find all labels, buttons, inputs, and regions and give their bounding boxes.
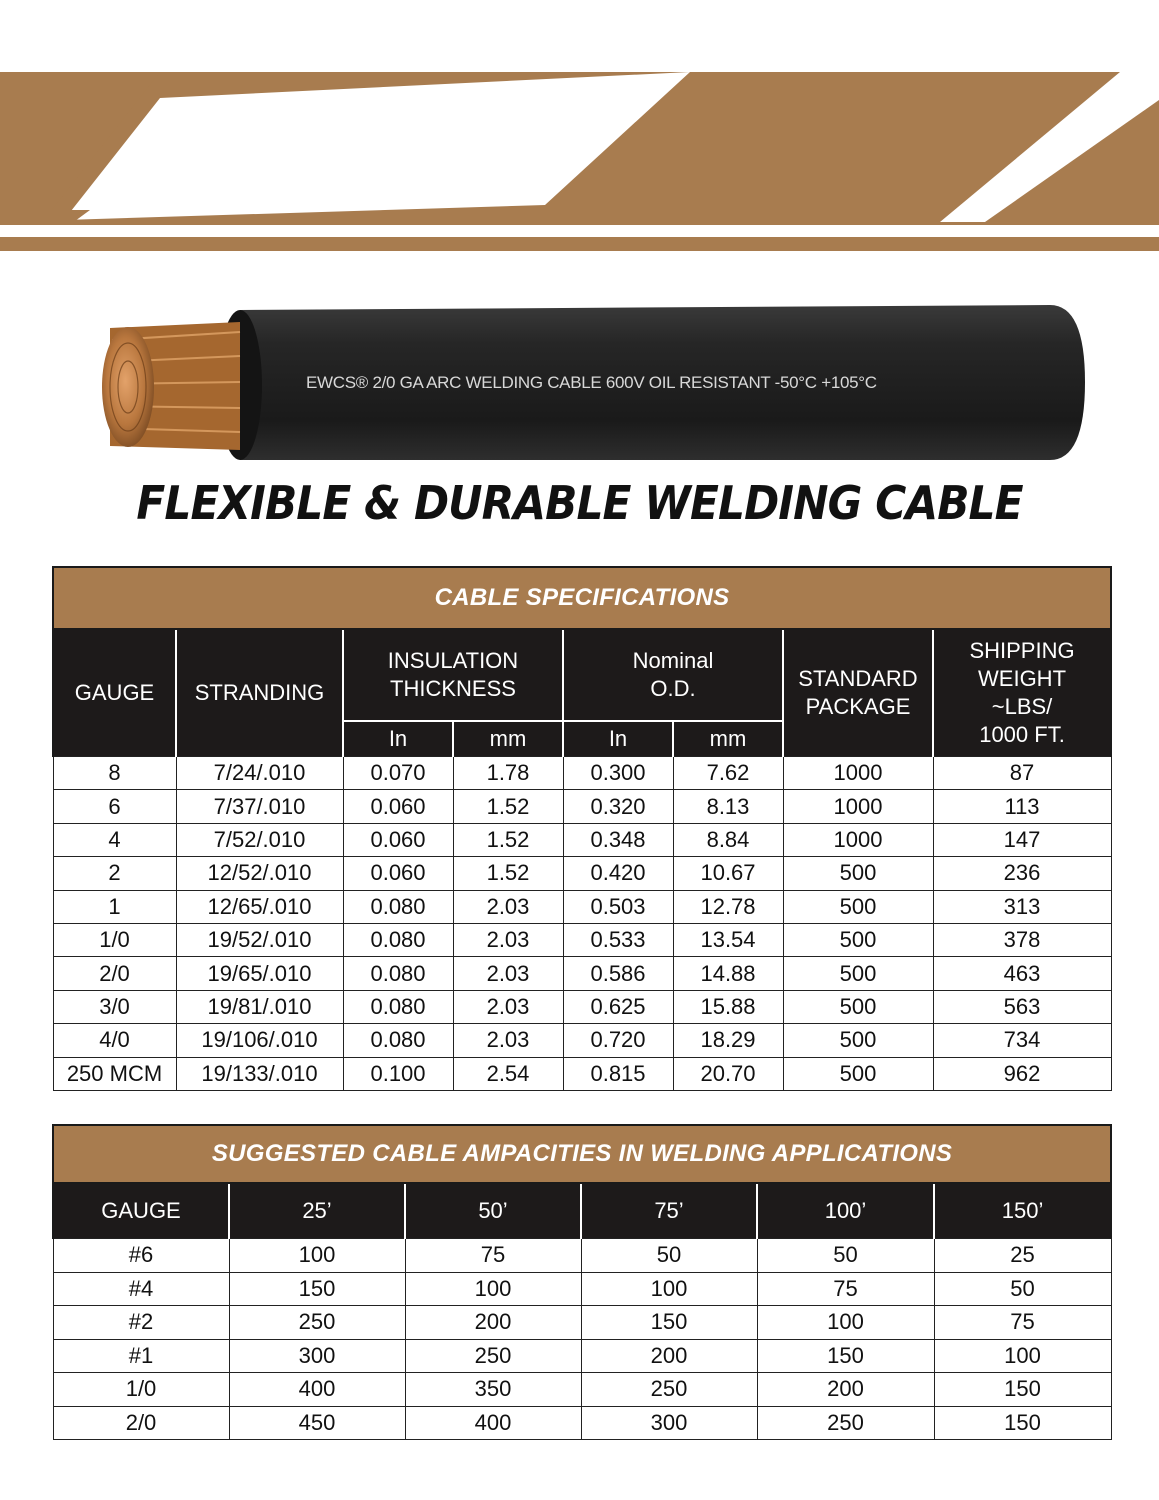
cell-insulation-in: 0.100 bbox=[343, 1057, 453, 1090]
cell-ampacity: 200 bbox=[581, 1339, 757, 1373]
weight-label-3: ~LBS/ bbox=[991, 694, 1053, 719]
cell-od-in: 0.586 bbox=[563, 957, 673, 990]
cell-ampacity: 250 bbox=[581, 1373, 757, 1407]
cell-od-in: 0.300 bbox=[563, 757, 673, 790]
cell-weight: 113 bbox=[933, 790, 1111, 823]
col-insulation-thickness bbox=[343, 629, 563, 721]
cell-insulation-in: 0.060 bbox=[343, 823, 453, 856]
table-row bbox=[53, 1306, 1111, 1340]
col-insulation-mm: mm bbox=[453, 721, 563, 757]
cell-gauge: 250 MCM bbox=[53, 1057, 176, 1090]
cell-insulation-in: 0.070 bbox=[343, 757, 453, 790]
col-insulation-in: In bbox=[343, 721, 453, 757]
cell-ampacity: 250 bbox=[405, 1339, 581, 1373]
cell-od-mm: 8.84 bbox=[673, 823, 783, 856]
col-od-in: In bbox=[563, 721, 673, 757]
cell-gauge: #2 bbox=[53, 1306, 229, 1340]
cell-insulation-mm: 2.03 bbox=[453, 1024, 563, 1057]
cell-package: 500 bbox=[783, 890, 933, 923]
cell-od-in: 0.320 bbox=[563, 790, 673, 823]
col-stranding: STRANDING bbox=[176, 629, 343, 757]
table-row bbox=[53, 1024, 1111, 1057]
cell-insulation-mm: 1.52 bbox=[453, 857, 563, 890]
cell-ampacity: 25 bbox=[934, 1239, 1111, 1273]
cell-gauge: 1 bbox=[53, 890, 176, 923]
cell-ampacity: 200 bbox=[757, 1373, 934, 1407]
insulation-label-1: INSULATION bbox=[387, 648, 519, 673]
cell-gauge: 1/0 bbox=[53, 1373, 229, 1407]
cell-gauge: 3/0 bbox=[53, 990, 176, 1023]
cell-ampacity: 450 bbox=[229, 1406, 405, 1440]
table-row bbox=[53, 1239, 1111, 1273]
table-row bbox=[53, 1406, 1111, 1440]
weight-label-4: 1000 FT. bbox=[979, 722, 1065, 747]
cell-insulation-mm: 1.52 bbox=[453, 823, 563, 856]
col-gauge: GAUGE bbox=[53, 1183, 229, 1239]
cell-stranding: 19/133/.010 bbox=[176, 1057, 343, 1090]
cell-weight: 87 bbox=[933, 757, 1111, 790]
col-length: 25’ bbox=[229, 1183, 405, 1239]
cell-insulation-mm: 1.52 bbox=[453, 790, 563, 823]
page-headline: FLEXIBLE & DURABLE WELDING CABLE bbox=[136, 476, 1023, 530]
table-row bbox=[53, 957, 1111, 990]
cell-weight: 563 bbox=[933, 990, 1111, 1023]
cell-package: 1000 bbox=[783, 790, 933, 823]
col-od-mm: mm bbox=[673, 721, 783, 757]
cell-stranding: 7/37/.010 bbox=[176, 790, 343, 823]
cell-od-in: 0.815 bbox=[563, 1057, 673, 1090]
cell-od-mm: 12.78 bbox=[673, 890, 783, 923]
col-length: 75’ bbox=[581, 1183, 757, 1239]
cell-insulation-in: 0.060 bbox=[343, 790, 453, 823]
cell-gauge: 8 bbox=[53, 757, 176, 790]
table-row bbox=[53, 1272, 1111, 1306]
cell-ampacity: 100 bbox=[581, 1272, 757, 1306]
cell-weight: 236 bbox=[933, 857, 1111, 890]
cell-gauge: 6 bbox=[53, 790, 176, 823]
cell-ampacity: 50 bbox=[934, 1272, 1111, 1306]
table-row bbox=[53, 1339, 1111, 1373]
table-row bbox=[53, 890, 1111, 923]
table-row bbox=[53, 857, 1111, 890]
cell-gauge: #4 bbox=[53, 1272, 229, 1306]
col-gauge: GAUGE bbox=[53, 629, 176, 757]
cell-gauge: 2/0 bbox=[53, 1406, 229, 1440]
cell-od-in: 0.420 bbox=[563, 857, 673, 890]
cell-insulation-in: 0.080 bbox=[343, 923, 453, 956]
cell-stranding: 7/52/.010 bbox=[176, 823, 343, 856]
cell-ampacity: 50 bbox=[757, 1239, 934, 1273]
cell-gauge: 2 bbox=[53, 857, 176, 890]
cell-od-mm: 10.67 bbox=[673, 857, 783, 890]
cell-weight: 147 bbox=[933, 823, 1111, 856]
cell-od-mm: 20.70 bbox=[673, 1057, 783, 1090]
cell-od-mm: 15.88 bbox=[673, 990, 783, 1023]
package-label-1: STANDARD bbox=[798, 666, 918, 691]
col-nominal-od bbox=[563, 629, 783, 721]
cell-gauge: 4/0 bbox=[53, 1024, 176, 1057]
cell-od-in: 0.533 bbox=[563, 923, 673, 956]
cell-od-mm: 8.13 bbox=[673, 790, 783, 823]
cell-insulation-mm: 2.03 bbox=[453, 990, 563, 1023]
cell-insulation-mm: 1.78 bbox=[453, 757, 563, 790]
cell-ampacity: 300 bbox=[581, 1406, 757, 1440]
cell-insulation-in: 0.080 bbox=[343, 957, 453, 990]
cell-ampacity: 50 bbox=[581, 1239, 757, 1273]
cell-stranding: 12/52/.010 bbox=[176, 857, 343, 890]
cell-gauge: 1/0 bbox=[53, 923, 176, 956]
cell-ampacity: 250 bbox=[229, 1306, 405, 1340]
cable-jacket-print: EWCS® 2/0 GA ARC WELDING CABLE 600V OIL RESISTANT -50°C +105°C bbox=[306, 373, 877, 392]
cell-ampacity: 100 bbox=[229, 1239, 405, 1273]
col-length: 150’ bbox=[934, 1183, 1111, 1239]
cell-weight: 734 bbox=[933, 1024, 1111, 1057]
cell-weight: 378 bbox=[933, 923, 1111, 956]
cell-ampacity: 350 bbox=[405, 1373, 581, 1407]
od-label-1: Nominal bbox=[632, 648, 714, 673]
cell-ampacity: 150 bbox=[581, 1306, 757, 1340]
col-length: 100’ bbox=[757, 1183, 934, 1239]
cell-ampacity: 75 bbox=[405, 1239, 581, 1273]
cell-weight: 313 bbox=[933, 890, 1111, 923]
cell-package: 500 bbox=[783, 1057, 933, 1090]
cell-ampacity: 75 bbox=[757, 1272, 934, 1306]
cell-od-mm: 14.88 bbox=[673, 957, 783, 990]
table-row bbox=[53, 757, 1111, 790]
cell-package: 500 bbox=[783, 923, 933, 956]
table-row bbox=[53, 990, 1111, 1023]
cell-stranding: 7/24/.010 bbox=[176, 757, 343, 790]
col-length: 50’ bbox=[405, 1183, 581, 1239]
package-label-2: PACKAGE bbox=[805, 694, 911, 719]
cell-ampacity: 400 bbox=[229, 1373, 405, 1407]
cell-package: 1000 bbox=[783, 757, 933, 790]
col-standard-package bbox=[783, 629, 933, 757]
cell-gauge: 2/0 bbox=[53, 957, 176, 990]
weight-label-1: SHIPPING bbox=[969, 638, 1075, 663]
cell-gauge: 4 bbox=[53, 823, 176, 856]
cell-od-mm: 13.54 bbox=[673, 923, 783, 956]
cell-weight: 962 bbox=[933, 1057, 1111, 1090]
cell-ampacity: 150 bbox=[757, 1339, 934, 1373]
cell-ampacity: 100 bbox=[405, 1272, 581, 1306]
cell-package: 1000 bbox=[783, 823, 933, 856]
cell-insulation-mm: 2.54 bbox=[453, 1057, 563, 1090]
ampacity-table-title: SUGGESTED CABLE AMPACITIES IN WELDING APPLICATIONS bbox=[53, 1125, 1111, 1183]
cell-package: 500 bbox=[783, 1024, 933, 1057]
table-row bbox=[53, 923, 1111, 956]
cell-weight: 463 bbox=[933, 957, 1111, 990]
table-row bbox=[53, 1373, 1111, 1407]
cell-insulation-in: 0.080 bbox=[343, 890, 453, 923]
cell-gauge: #6 bbox=[53, 1239, 229, 1273]
cell-stranding: 19/52/.010 bbox=[176, 923, 343, 956]
cell-stranding: 19/81/.010 bbox=[176, 990, 343, 1023]
cell-package: 500 bbox=[783, 957, 933, 990]
cell-stranding: 19/65/.010 bbox=[176, 957, 343, 990]
cell-package: 500 bbox=[783, 857, 933, 890]
cell-ampacity: 150 bbox=[934, 1373, 1111, 1407]
table-row bbox=[53, 823, 1111, 856]
col-shipping-weight bbox=[933, 629, 1111, 757]
cell-od-in: 0.348 bbox=[563, 823, 673, 856]
cell-stranding: 19/106/.010 bbox=[176, 1024, 343, 1057]
weight-label-2: WEIGHT bbox=[978, 666, 1067, 691]
cell-od-mm: 18.29 bbox=[673, 1024, 783, 1057]
spec-table-title: CABLE SPECIFICATIONS bbox=[53, 567, 1111, 629]
cell-ampacity: 150 bbox=[934, 1406, 1111, 1440]
ampacity-table bbox=[52, 1124, 1112, 1440]
cell-ampacity: 400 bbox=[405, 1406, 581, 1440]
cell-ampacity: 200 bbox=[405, 1306, 581, 1340]
cell-ampacity: 250 bbox=[757, 1406, 934, 1440]
od-label-2: O.D. bbox=[650, 676, 696, 701]
cell-insulation-in: 0.080 bbox=[343, 1024, 453, 1057]
cell-package: 500 bbox=[783, 990, 933, 1023]
cell-stranding: 12/65/.010 bbox=[176, 890, 343, 923]
cell-insulation-mm: 2.03 bbox=[453, 923, 563, 956]
cell-od-in: 0.625 bbox=[563, 990, 673, 1023]
cell-insulation-mm: 2.03 bbox=[453, 890, 563, 923]
copper-stripe-banner bbox=[0, 0, 1159, 260]
cell-ampacity: 150 bbox=[229, 1272, 405, 1306]
cell-ampacity: 100 bbox=[934, 1339, 1111, 1373]
insulation-label-2: THICKNESS bbox=[390, 676, 516, 701]
cell-od-mm: 7.62 bbox=[673, 757, 783, 790]
cell-od-in: 0.503 bbox=[563, 890, 673, 923]
cell-insulation-mm: 2.03 bbox=[453, 957, 563, 990]
table-row bbox=[53, 790, 1111, 823]
cell-insulation-in: 0.080 bbox=[343, 990, 453, 1023]
cell-insulation-in: 0.060 bbox=[343, 857, 453, 890]
cell-gauge: #1 bbox=[53, 1339, 229, 1373]
cable-specifications-table bbox=[52, 566, 1112, 1091]
cell-od-in: 0.720 bbox=[563, 1024, 673, 1057]
cell-ampacity: 75 bbox=[934, 1306, 1111, 1340]
table-row bbox=[53, 1057, 1111, 1090]
cell-ampacity: 100 bbox=[757, 1306, 934, 1340]
cell-ampacity: 300 bbox=[229, 1339, 405, 1373]
